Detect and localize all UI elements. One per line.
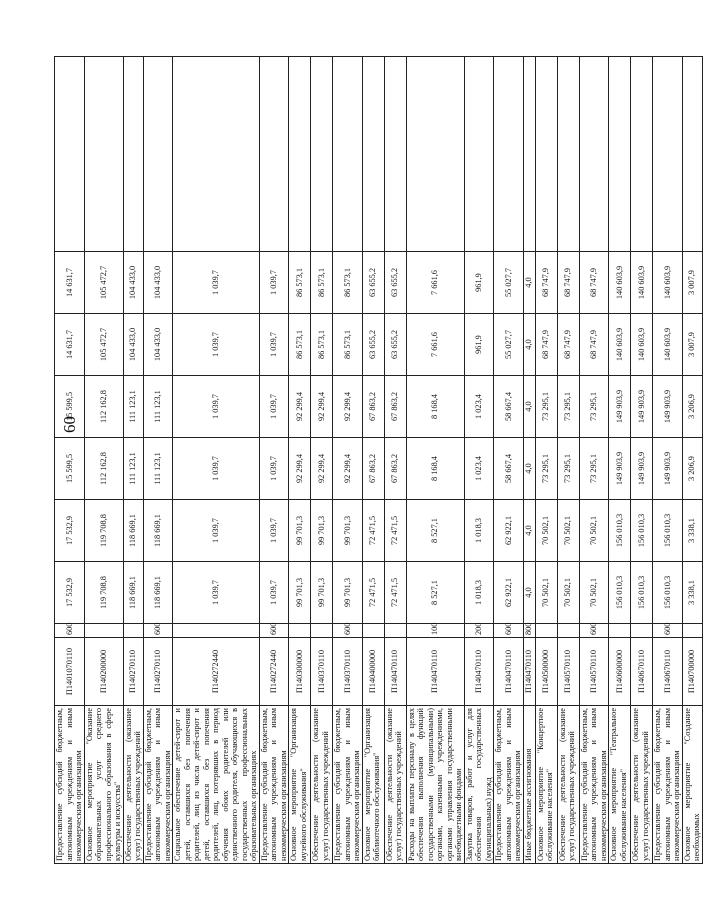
amount-cell: 70 502,1: [557, 500, 579, 562]
amount-cell: 14 631,7: [55, 252, 85, 314]
blank-cell: [84, 57, 123, 252]
amount-cell: 7 661,6: [406, 314, 464, 376]
amount-cell: 70 502,1: [579, 562, 609, 624]
amount-cell: 86 573,1: [289, 314, 311, 376]
amount-cell: 149 903,9: [609, 376, 631, 438]
amount-cell: 67 863,2: [384, 438, 406, 500]
expense-type-cell: 600: [579, 624, 609, 638]
blank-cell: [557, 57, 579, 252]
item-name-cell: Обеспечение деятельности (оказание услуг) государственных учреждений: [384, 706, 406, 864]
amount-cell: 4,0: [523, 376, 535, 438]
amount-cell: 1 039,7: [259, 314, 289, 376]
table-row: [609, 57, 631, 864]
amount-cell: 99 701,3: [333, 562, 363, 624]
amount-cell: 1 018,3: [464, 500, 494, 562]
amount-cell: 68 747,9: [535, 252, 557, 314]
target-code-cell: П140272440: [173, 638, 260, 706]
amount-cell: 112 162,8: [84, 438, 123, 500]
amount-cell: 92 299,4: [333, 438, 363, 500]
amount-cell: 72 471,5: [384, 500, 406, 562]
blank-cell: [523, 57, 535, 252]
target-code-cell: П140370110: [311, 638, 333, 706]
amount-cell: 112 162,8: [84, 376, 123, 438]
table-row: [123, 57, 143, 864]
expense-type-cell: 600: [143, 624, 173, 638]
amount-cell: 156 010,3: [631, 562, 653, 624]
amount-cell: 1 023,4: [464, 376, 494, 438]
amount-cell: 140 603,9: [631, 314, 653, 376]
table-row: [653, 57, 683, 864]
table-row: [173, 57, 260, 864]
table-row: [557, 57, 579, 864]
amount-cell: 1 023,4: [464, 438, 494, 500]
blank-cell: [55, 57, 85, 252]
target-code-cell: П140470110: [464, 638, 494, 706]
item-name-cell: Предоставление субсидий бюджетным, автономным учреждениям и иным некоммерческим организациям: [494, 706, 524, 864]
amount-cell: 73 295,1: [579, 376, 609, 438]
blank-cell: [653, 57, 683, 252]
item-name-cell: Обеспечение деятельности (оказание услуг) государственных учреждений: [557, 706, 579, 864]
budget-table-body: [55, 57, 703, 864]
amount-cell: 86 573,1: [311, 314, 333, 376]
item-name-cell: Основное мероприятие "Организация библиотечного обслуживания": [362, 706, 384, 864]
target-code-cell: П140270110: [123, 638, 143, 706]
amount-cell: 99 701,3: [289, 562, 311, 624]
amount-cell: 140 603,9: [631, 252, 653, 314]
table-row: [311, 57, 333, 864]
amount-cell: 3 338,1: [682, 500, 702, 562]
expense-type-cell: 600: [55, 624, 85, 638]
table-row: [406, 57, 464, 864]
amount-cell: 73 295,1: [535, 438, 557, 500]
amount-cell: 99 701,3: [289, 500, 311, 562]
amount-cell: 86 573,1: [333, 314, 363, 376]
expense-type-cell: [535, 624, 557, 638]
amount-cell: 1 039,7: [173, 252, 260, 314]
target-code-cell: П140400000: [362, 638, 384, 706]
amount-cell: 92 299,4: [289, 376, 311, 438]
amount-cell: 118 669,1: [123, 562, 143, 624]
amount-cell: 92 299,4: [333, 376, 363, 438]
amount-cell: 111 123,1: [143, 438, 173, 500]
blank-cell: [311, 57, 333, 252]
amount-cell: 92 299,4: [311, 438, 333, 500]
target-code-cell: П140470110: [406, 638, 464, 706]
amount-cell: 149 903,9: [631, 438, 653, 500]
item-name-cell: Предоставление субсидий бюджетным, автономным учреждениям и иным некоммерческим организациям: [143, 706, 173, 864]
expense-type-cell: [173, 624, 260, 638]
amount-cell: 8 527,1: [406, 562, 464, 624]
table-row: [494, 57, 524, 864]
amount-cell: 67 863,2: [362, 376, 384, 438]
amount-cell: 63 655,2: [362, 252, 384, 314]
table-row: [682, 57, 702, 864]
target-code-cell: П140470110: [523, 638, 535, 706]
amount-cell: 8 168,4: [406, 438, 464, 500]
amount-cell: 99 701,3: [311, 500, 333, 562]
blank-cell: [123, 57, 143, 252]
item-name-cell: Основное мероприятие "Создание необходимых: [682, 706, 702, 864]
amount-cell: 1 039,7: [173, 438, 260, 500]
amount-cell: 63 655,2: [384, 252, 406, 314]
target-code-cell: П140500000: [535, 638, 557, 706]
amount-cell: 63 655,2: [384, 314, 406, 376]
expense-type-cell: [123, 624, 143, 638]
blank-cell: [464, 57, 494, 252]
blank-cell: [289, 57, 311, 252]
amount-cell: 961,9: [464, 314, 494, 376]
expense-type-cell: [289, 624, 311, 638]
table-row: [384, 57, 406, 864]
amount-cell: 3 338,1: [682, 562, 702, 624]
amount-cell: 149 903,9: [653, 438, 683, 500]
table-row: [579, 57, 609, 864]
blank-cell: [259, 57, 289, 252]
amount-cell: 63 655,2: [362, 314, 384, 376]
amount-cell: 3 007,9: [682, 252, 702, 314]
amount-cell: 72 471,5: [362, 500, 384, 562]
item-name-cell: Обеспечение деятельности (оказание услуг) государственных учреждений: [311, 706, 333, 864]
blank-cell: [579, 57, 609, 252]
amount-cell: 111 123,1: [123, 376, 143, 438]
amount-cell: 4,0: [523, 314, 535, 376]
amount-cell: 17 532,9: [55, 500, 85, 562]
amount-cell: 4,0: [523, 252, 535, 314]
amount-cell: 62 922,1: [494, 562, 524, 624]
amount-cell: 149 903,9: [631, 376, 653, 438]
amount-cell: 67 863,2: [384, 376, 406, 438]
amount-cell: 156 010,3: [653, 562, 683, 624]
item-name-cell: Социальное обеспечение детей-сирот и детей, оставшихся без попечения родителей, лиц из числа детей-сирот и детей, оставшихся без попечения родителей, лиц, потерявших в период обучения обоих родителей или единственного родителя, обучающихся в государственных профессиональных образовательных организациях: [173, 706, 260, 864]
item-name-cell: Предоставление субсидий бюджетным, автономным учреждениям и иным некоммерческим организациям: [55, 706, 85, 864]
blank-cell: [406, 57, 464, 252]
amount-cell: 68 747,9: [579, 314, 609, 376]
blank-cell: [333, 57, 363, 252]
budget-table: [54, 56, 703, 864]
amount-cell: 8 527,1: [406, 500, 464, 562]
item-name-cell: Основное мероприятие "Концертное обслуживание населения": [535, 706, 557, 864]
amount-cell: 156 010,3: [631, 500, 653, 562]
expense-type-cell: [682, 624, 702, 638]
amount-cell: 1 039,7: [259, 562, 289, 624]
item-name-cell: Предоставление субсидий бюджетным, автономным учреждениям и иным некоммерческим организациям: [653, 706, 683, 864]
amount-cell: 92 299,4: [311, 376, 333, 438]
amount-cell: 15 599,5: [55, 376, 85, 438]
table-row: [362, 57, 384, 864]
target-code-cell: П140470110: [494, 638, 524, 706]
amount-cell: 68 747,9: [535, 314, 557, 376]
expense-type-cell: [311, 624, 333, 638]
amount-cell: 68 747,9: [557, 314, 579, 376]
expense-type-cell: [631, 624, 653, 638]
amount-cell: 62 922,1: [494, 500, 524, 562]
amount-cell: 119 708,8: [84, 500, 123, 562]
target-code-cell: П140570110: [579, 638, 609, 706]
expense-type-cell: 600: [333, 624, 363, 638]
amount-cell: 104 433,0: [143, 314, 173, 376]
amount-cell: 99 701,3: [333, 500, 363, 562]
item-name-cell: Обеспечение деятельности (оказание услуг) государственных учреждений: [631, 706, 653, 864]
expense-type-cell: [609, 624, 631, 638]
expense-type-cell: [84, 624, 123, 638]
amount-cell: 86 573,1: [289, 252, 311, 314]
target-code-cell: П140700000: [682, 638, 702, 706]
amount-cell: 8 168,4: [406, 376, 464, 438]
amount-cell: 68 747,9: [579, 252, 609, 314]
table-row: [535, 57, 557, 864]
table-row: [84, 57, 123, 864]
amount-cell: 4,0: [523, 438, 535, 500]
amount-cell: 3 206,9: [682, 438, 702, 500]
amount-cell: 70 502,1: [535, 500, 557, 562]
blank-cell: [609, 57, 631, 252]
amount-cell: 104 433,0: [123, 252, 143, 314]
amount-cell: 105 472,7: [84, 252, 123, 314]
table-row: [143, 57, 173, 864]
amount-cell: 73 295,1: [579, 438, 609, 500]
amount-cell: 105 472,7: [84, 314, 123, 376]
item-name-cell: Предоставление субсидий бюджетным, автономным учреждениям и иным некоммерческим организациям: [259, 706, 289, 864]
amount-cell: 4,0: [523, 500, 535, 562]
item-name-cell: Иные бюджетные ассигнования: [523, 706, 535, 864]
blank-cell: [535, 57, 557, 252]
blank-cell: [631, 57, 653, 252]
blank-cell: [494, 57, 524, 252]
target-code-cell: П140600000: [609, 638, 631, 706]
amount-cell: 86 573,1: [333, 252, 363, 314]
amount-cell: 104 433,0: [123, 314, 143, 376]
amount-cell: 140 603,9: [609, 252, 631, 314]
table-row: [464, 57, 494, 864]
expense-type-cell: [557, 624, 579, 638]
item-name-cell: Закупка товаров, работ и услуг для обеспечения государственных (муниципальных) нужд: [464, 706, 494, 864]
amount-cell: 1 039,7: [173, 376, 260, 438]
blank-cell: [173, 57, 260, 252]
item-name-cell: Расходы на выплаты персоналу в целях обеспечения выполнения функций государственными (муниципальными) органами, казенными учреждениями, органами управления государственными внебюджетными фондами: [406, 706, 464, 864]
item-name-cell: Предоставление субсидий бюджетным, автономным учреждениям и иным некоммерческим организациям: [579, 706, 609, 864]
expense-type-cell: 600: [494, 624, 524, 638]
amount-cell: 55 027,7: [494, 314, 524, 376]
target-code-cell: П140370110: [333, 638, 363, 706]
amount-cell: 58 667,4: [494, 376, 524, 438]
amount-cell: 140 603,9: [653, 252, 683, 314]
item-name-cell: Основное мероприятие "Театральное обслуживание населения": [609, 706, 631, 864]
amount-cell: 58 667,4: [494, 438, 524, 500]
target-code-cell: П140470110: [384, 638, 406, 706]
amount-cell: 73 295,1: [535, 376, 557, 438]
blank-cell: [362, 57, 384, 252]
amount-cell: 1 039,7: [259, 438, 289, 500]
page-number: 60: [60, 416, 79, 433]
amount-cell: 3 007,9: [682, 314, 702, 376]
amount-cell: 70 502,1: [579, 500, 609, 562]
amount-cell: 118 669,1: [143, 562, 173, 624]
amount-cell: 1 039,7: [259, 252, 289, 314]
table-row: [55, 57, 85, 864]
amount-cell: 118 669,1: [123, 500, 143, 562]
expense-type-cell: [384, 624, 406, 638]
amount-cell: 99 701,3: [311, 562, 333, 624]
item-name-cell: Основное мероприятие "Организация музейного обслуживания": [289, 706, 311, 864]
item-name-cell: Предоставление субсидий бюджетным, автономным учреждениям и иным некоммерческим организациям: [333, 706, 363, 864]
amount-cell: 70 502,1: [557, 562, 579, 624]
expense-type-cell: 100: [406, 624, 464, 638]
amount-cell: 55 027,7: [494, 252, 524, 314]
amount-cell: 4,0: [523, 562, 535, 624]
amount-cell: 17 532,9: [55, 562, 85, 624]
table-row: [289, 57, 311, 864]
amount-cell: 92 299,4: [289, 438, 311, 500]
budget-table-sheet: [54, 57, 701, 864]
table-row: [523, 57, 535, 864]
blank-cell: [682, 57, 702, 252]
amount-cell: 140 603,9: [653, 314, 683, 376]
expense-type-cell: 200: [464, 624, 494, 638]
amount-cell: 73 295,1: [557, 376, 579, 438]
expense-type-cell: [362, 624, 384, 638]
target-code-cell: П140270110: [143, 638, 173, 706]
amount-cell: 67 863,2: [362, 438, 384, 500]
expense-type-cell: 600: [259, 624, 289, 638]
amount-cell: 156 010,3: [653, 500, 683, 562]
amount-cell: 140 603,9: [609, 314, 631, 376]
amount-cell: 15 599,5: [55, 438, 85, 500]
amount-cell: 118 669,1: [143, 500, 173, 562]
target-code-cell: П1401070110: [55, 638, 85, 706]
target-code-cell: П140272440: [259, 638, 289, 706]
amount-cell: 14 631,7: [55, 314, 85, 376]
target-code-cell: П140570110: [557, 638, 579, 706]
amount-cell: 1 039,7: [173, 314, 260, 376]
table-row: [631, 57, 653, 864]
amount-cell: 1 039,7: [259, 500, 289, 562]
amount-cell: 3 206,9: [682, 376, 702, 438]
table-row: [333, 57, 363, 864]
amount-cell: 1 039,7: [173, 500, 260, 562]
target-code-cell: П140300000: [289, 638, 311, 706]
amount-cell: 72 471,5: [384, 562, 406, 624]
amount-cell: 149 903,9: [653, 376, 683, 438]
amount-cell: 156 010,3: [609, 562, 631, 624]
table-row: [259, 57, 289, 864]
blank-cell: [143, 57, 173, 252]
amount-cell: 961,9: [464, 252, 494, 314]
target-code-cell: П140200000: [84, 638, 123, 706]
amount-cell: 73 295,1: [557, 438, 579, 500]
amount-cell: 104 433,0: [143, 252, 173, 314]
amount-cell: 7 661,6: [406, 252, 464, 314]
amount-cell: 72 471,5: [362, 562, 384, 624]
item-name-cell: Основное мероприятие "Оказание образовательных услуг среднего профессионального образования в сфере культуры и искусства": [84, 706, 123, 864]
amount-cell: 149 903,9: [609, 438, 631, 500]
item-name-cell: Обеспечение деятельности (оказание услуг) государственных учреждений: [123, 706, 143, 864]
amount-cell: 1 039,7: [173, 562, 260, 624]
expense-type-cell: 800: [523, 624, 535, 638]
amount-cell: 1 018,3: [464, 562, 494, 624]
blank-cell: [384, 57, 406, 252]
target-code-cell: П140670110: [653, 638, 683, 706]
target-code-cell: П140670110: [631, 638, 653, 706]
amount-cell: 70 502,1: [535, 562, 557, 624]
amount-cell: 86 573,1: [311, 252, 333, 314]
amount-cell: 68 747,9: [557, 252, 579, 314]
amount-cell: 1 039,7: [259, 376, 289, 438]
amount-cell: 111 123,1: [143, 376, 173, 438]
expense-type-cell: 600: [653, 624, 683, 638]
amount-cell: 156 010,3: [609, 500, 631, 562]
amount-cell: 119 708,8: [84, 562, 123, 624]
amount-cell: 111 123,1: [123, 438, 143, 500]
